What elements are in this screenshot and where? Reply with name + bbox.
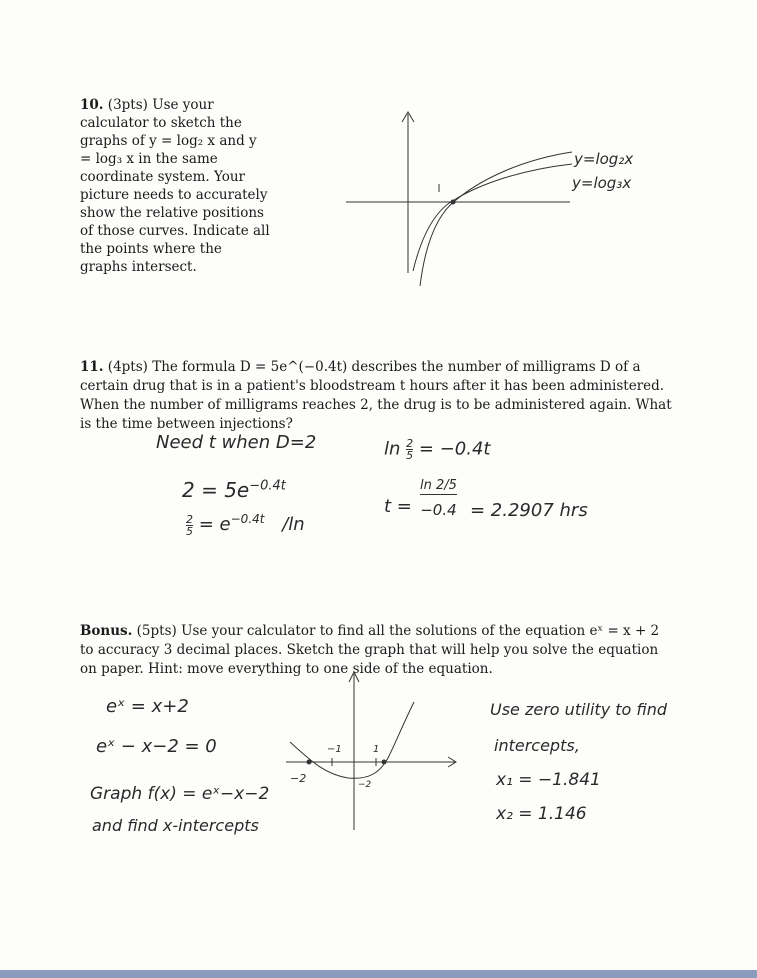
graph-label-y-neg2: −2: [358, 780, 372, 790]
graph-label-1: 1: [373, 744, 380, 755]
graph-label-neg1: −1: [327, 744, 342, 755]
work-line-3-exp: −0.4t: [230, 512, 265, 526]
work-line-3-note: /ln: [282, 514, 305, 535]
graph-label-log3: y=log₃x: [572, 174, 632, 192]
question-bonus-text: (5pts) Use your calculator to find all the solutions of the equation eˣ = x + 2 to accuracy 3 decimal places. Sketch the graph that will help you solve the equation on paper. Hint: move everything to one side of the equation.: [80, 623, 660, 677]
work-line-2-exp: −0.4t: [249, 478, 286, 494]
bonus-work-2: eˣ − x−2 = 0: [96, 736, 217, 757]
fraction-two-fifths-r: $\frac{2}{5}$: [406, 437, 414, 462]
scan-edge: [0, 970, 757, 978]
work-line-3-rhs: = e: [198, 514, 231, 535]
bonus-work-4: and find x-intercepts: [92, 816, 259, 835]
graph-label-neg2: −2: [290, 772, 307, 785]
bonus-work-1: eˣ = x+2: [106, 696, 189, 717]
fraction-two-fifths: $\frac{2}{5}$: [186, 512, 193, 538]
question-11: [80, 358, 676, 434]
work-right-1-rhs: = −0.4t: [418, 438, 491, 460]
work-line-2: [182, 478, 286, 502]
work-line-2-lhs: 2 = 5e: [182, 478, 250, 502]
work-right-2-frac: $\frac{\ln 2/5}{-0.4}$: [420, 478, 457, 519]
curve-f: [290, 702, 414, 778]
question-10-number: 10.: [80, 97, 104, 113]
intercept-left: [307, 760, 312, 765]
work-right-2-lhs: t =: [384, 496, 412, 517]
graph-label-log2: y=log₂x: [574, 150, 634, 168]
work-line-3: [186, 512, 305, 537]
curve-log3: [413, 164, 572, 271]
question-11-text: (4pts) The formula D = 5e^(−0.4t) describes the number of milligrams D of a certain drug that is in a patient's bloodstream t hours after it has been administered. When the number of milligrams reaches 2, the drug is to be administered again. What is the time between injections?: [80, 359, 672, 432]
question-10-text: (3pts) Use your calculator to sketch the graphs of y = log₂ x and y = log₃ x in the same coordinate system. Your picture needs to accurately show the relative positions of those curves. Indicate all the points where the graphs intersect.: [80, 97, 270, 275]
intercept-right: [382, 760, 387, 765]
work-line-1: Need t when D=2: [156, 432, 317, 453]
ln-label: ln: [384, 438, 401, 460]
bonus-work-3: Graph f(x) = eˣ−x−2: [90, 784, 270, 804]
question-10: [80, 96, 270, 276]
question-11-number: 11.: [80, 359, 104, 375]
bonus-right-3: x₁ = −1.841: [496, 770, 601, 790]
curve-log2: [420, 152, 572, 286]
bonus-right-2: intercepts,: [494, 736, 580, 755]
work-right-1: [384, 438, 490, 461]
intersection-point: [451, 200, 456, 205]
bonus-graph-sketch: [266, 668, 466, 838]
log-graph-sketch: [340, 108, 660, 298]
bonus-right-1: Use zero utility to find: [490, 700, 668, 719]
work-right-2-rhs: = 2.2907 hrs: [470, 500, 588, 521]
bonus-right-4: x₂ = 1.146: [496, 804, 587, 824]
question-bonus-label: Bonus.: [80, 623, 133, 639]
